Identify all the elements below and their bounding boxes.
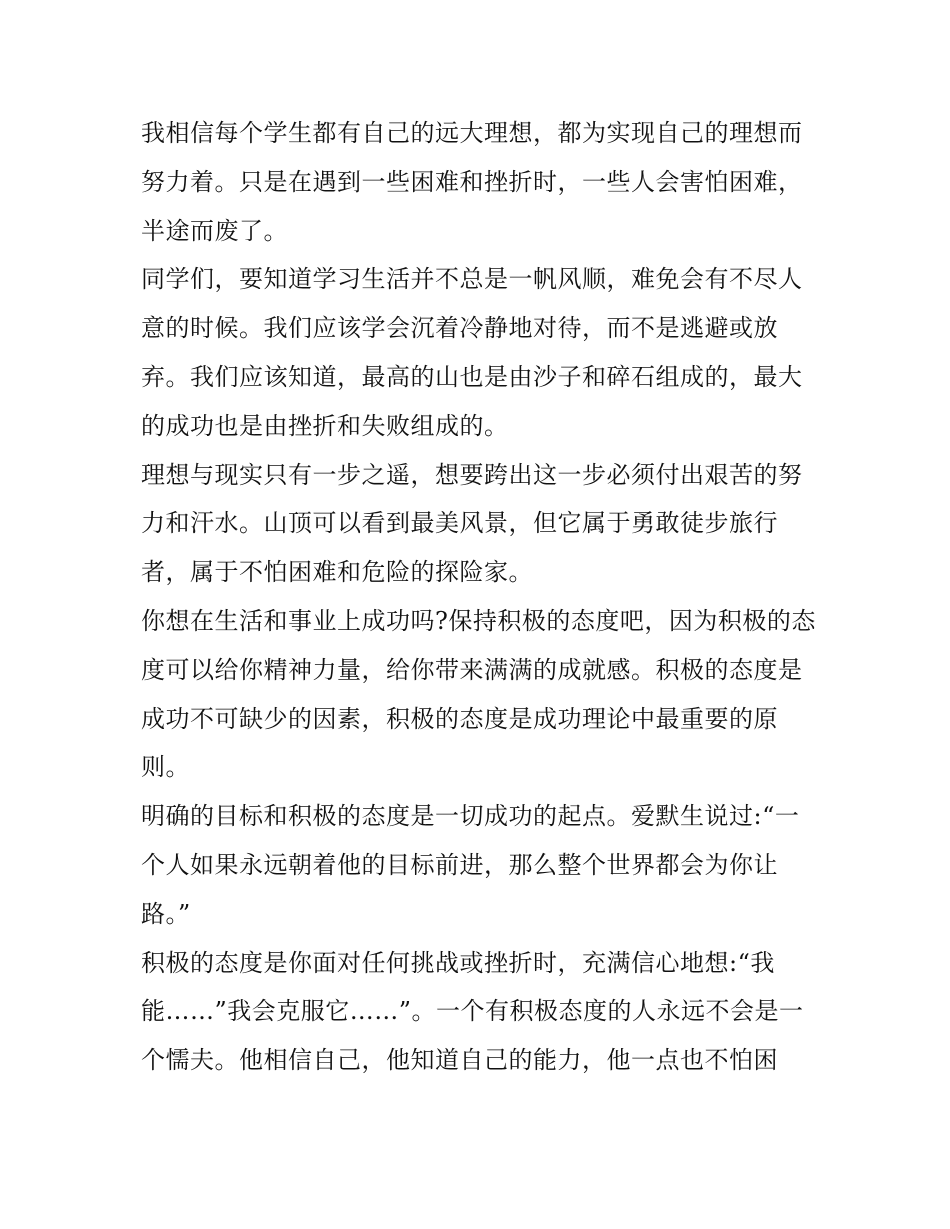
paragraph: 同学们，要知道学习生活并不总是一帆风顺，难免会有不尽人意的时候。我们应该学会沉着冷静地对待，而不是逃避或放弃。我们应该知道，最高的山也是由沙子和碎石组成的，最大的成功也是由挫折和失败组成的。 (141, 265, 803, 440)
paragraph: 理想与现实只有一步之遥，想要跨出这一步必须付出艰苦的努力和汗水。山顶可以看到最美风景，但它属于勇敢徒步旅行者，属于不怕困难和危险的探险家。 (141, 460, 803, 587)
paragraph: 我相信每个学生都有自己的远大理想，都为实现自己的理想而努力着。只是在遇到一些困难和挫折时，一些人会害怕困难，半途而废了。 (141, 119, 803, 245)
paragraph: 你想在生活和事业上成功吗?保持积极的态度吧，因为积极的态度可以给你精神力量，给你带来满满的成就感。积极的态度是成功不可缺少的因素，积极的态度是成功理论中最重要的原则。 (141, 606, 816, 782)
paragraph: 积极的态度是你面对任何挑战或挫折时，充满信心地想:“我能……”我会克服它……”。一个有积极态度的人永远不会是一个懦夫。他相信自己，他知道自己的能力，他一点也不怕困 (141, 948, 804, 1075)
document-body (141, 109, 821, 1085)
paragraph: 明确的目标和积极的态度是一切成功的起点。爱默生说过:“一个人如果永远朝着他的目标前进，那么整个世界都会为你让路。” (141, 802, 800, 928)
